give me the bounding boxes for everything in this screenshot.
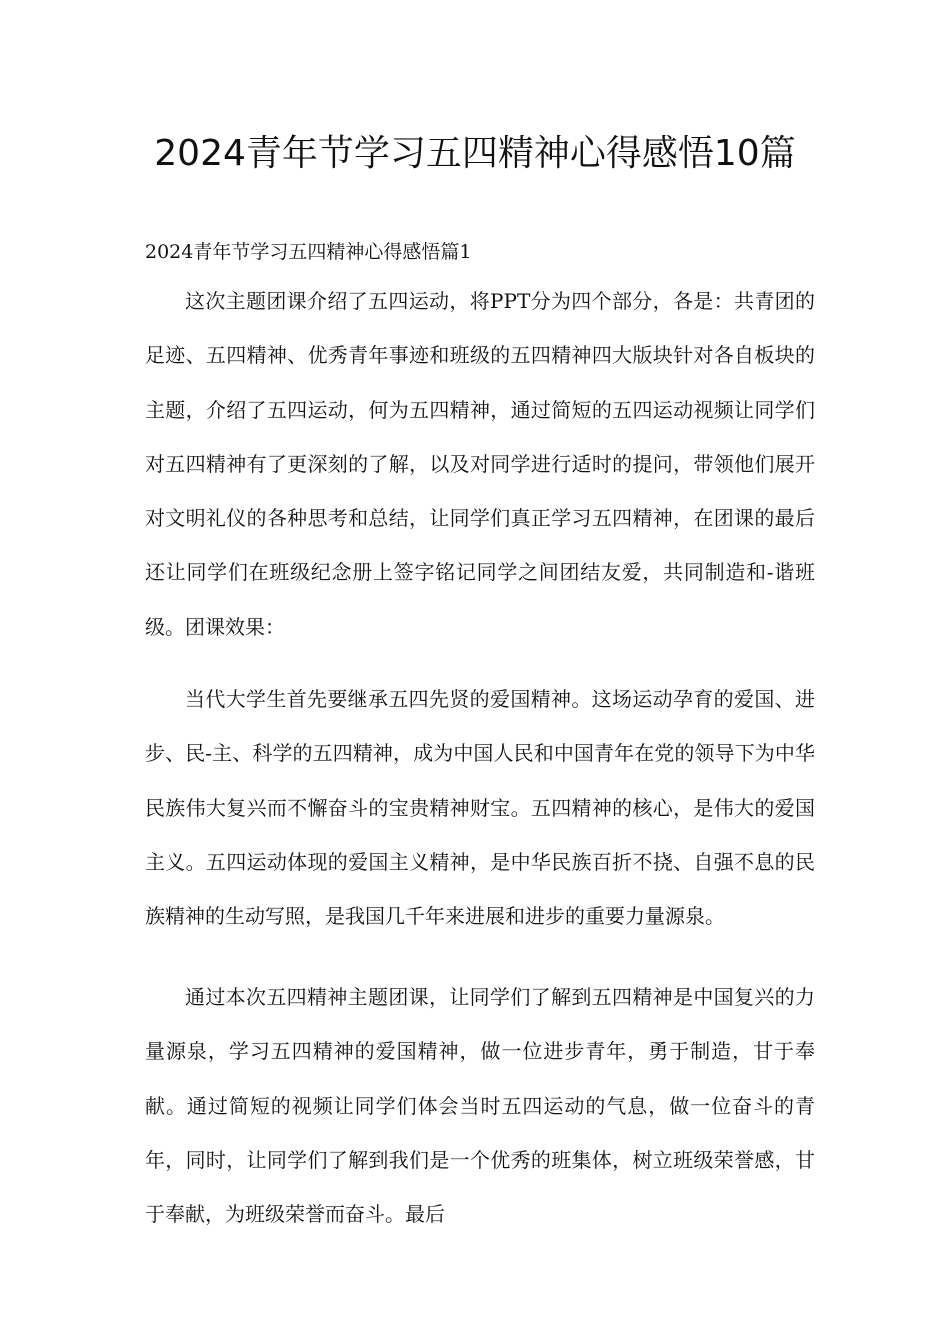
body-paragraph: 当代大学生首先要继承五四先贤的爱国精神。这场运动孕育的爱国、进步、民-主、科学的五四精神，成为中国人民和中国青年在党的领导下为中华民族伟大复兴而不懈奋斗的宝贵精神财宝。五四精神的核心，是伟大的爱国主义。五四运动体现的爱国主义精神，是中华民族百折不挠、自强不息的民族精神的生动写照，是我国几千年来进展和进步的重要力量源泉。 <box>145 687 815 929</box>
body-paragraph: 通过本次五四精神主题团课，让同学们了解到五四精神是中国复兴的力量源泉，学习五四精神的爱国精神，做一位进步青年，勇于制造，甘于奉献。通过简短的视频让同学们体会当时五四运动的气息，做一位奋斗的青年，同时，让同学们了解到我们是一个优秀的班集体，树立班级荣誉感，甘于奉献，为班级荣誉而奋斗。最后 <box>145 985 815 1227</box>
body-paragraph: 这次主题团课介绍了五四运动，将PPT分为四个部分，各是：共青团的足迹、五四精神、优秀青年事迹和班级的五四精神四大版块针对各自板块的主题，介绍了五四运动，何为五四精神，通过简短的五四运动视频让同学们对五四精神有了更深刻的了解，以及对同学进行适时的提问，带领他们展开对文明礼仪的各种思考和总结，让同学们真正学习五四精神，在团课的最后还让同学们在班级纪念册上签字铭记同学之间团结友爱，共同制造和-谐班级。团课效果： <box>145 289 815 639</box>
document-title: 2024青年节学习五四精神心得感悟10篇 <box>154 133 796 174</box>
section-heading: 2024青年节学习五四精神心得感悟篇1 <box>145 241 472 263</box>
